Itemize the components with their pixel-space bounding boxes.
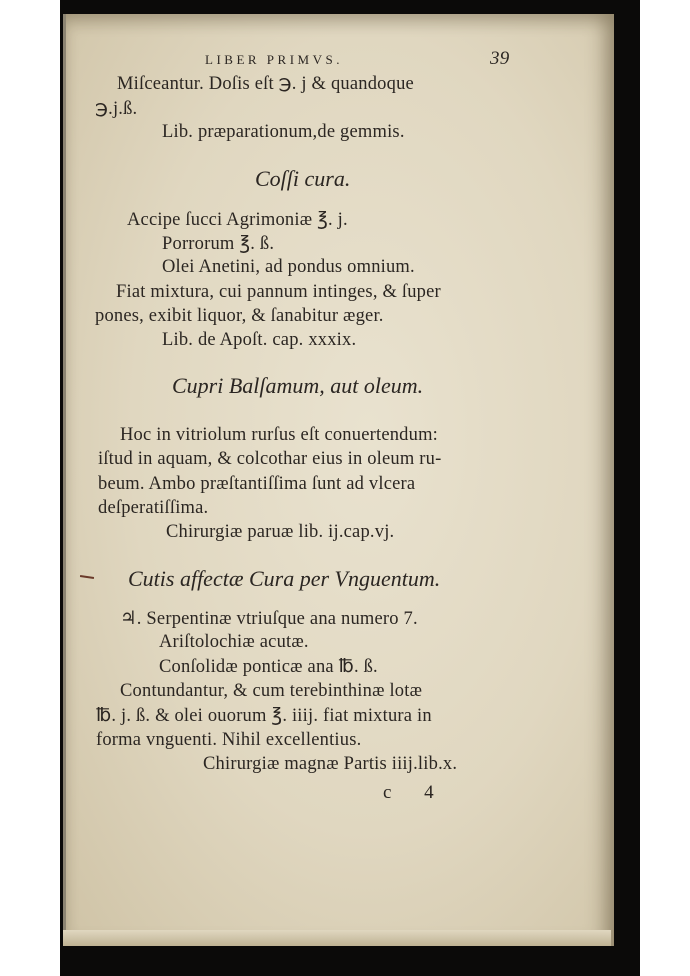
text-line: pones, exibit liquor, & ſanabitur æger. (95, 306, 384, 326)
text-line: Chirurgiæ magnæ Partis iiij.lib.x. (203, 754, 458, 774)
text-line: Miſceantur. Doſis eſt ℈. j & quandoque (117, 74, 414, 94)
text-line: Fiat mixtura, cui pannum intinges, & ſuper (116, 282, 441, 302)
section-title: Coſſi cura. (255, 166, 351, 191)
signature-mark: c 4 (383, 782, 448, 803)
text-line: Porrorum ℥. ß. (162, 234, 275, 254)
text-line: Contundantur, & cum terebinthinæ lotæ (120, 681, 423, 701)
text-line: Accipe ſucci Agrimoniæ ℥. j. (127, 210, 348, 230)
running-head: LIBER PRIMVS. (205, 52, 343, 67)
text-line: ℔. j. ß. & olei ouorum ℥. iiij. fiat mixtura in (96, 706, 432, 726)
text-line: deſperatiſſima. (98, 498, 209, 518)
text-line: iſtud in aquam, & colcothar eius in oleum ru- (98, 449, 442, 469)
text-line: Lib. præparationum,de gemmis. (162, 122, 405, 142)
page-number: 39 (490, 48, 510, 69)
text-line: Chirurgiæ paruæ lib. ij.cap.vj. (166, 522, 395, 542)
text-line: Ariſtolochiæ acutæ. (159, 632, 309, 652)
page-bottom-edge (63, 930, 611, 946)
text-line: beum. Ambo præſtantiſſima ſunt ad vlcera (98, 474, 416, 494)
text-line: Hoc in vitriolum rurſus eſt conuertendum: (120, 425, 439, 445)
text-line: Olei Anetini, ad pondus omnium. (162, 257, 415, 277)
text-line: Conſolidæ ponticæ ana ℔. ß. (159, 657, 378, 677)
text-line: Lib. de Apoſt. cap. xxxix. (162, 330, 357, 350)
section-title: Cupri Balſamum, aut oleum. (172, 373, 424, 398)
text-line: ℈.j.ß. (95, 99, 138, 119)
text-line: forma vnguenti. Nihil excellentius. (96, 730, 362, 750)
text-line: ♃. Serpentinæ vtriuſque ana numero 7. (120, 609, 418, 629)
section-title: Cutis affectæ Cura per Vnguentum. (128, 566, 441, 591)
